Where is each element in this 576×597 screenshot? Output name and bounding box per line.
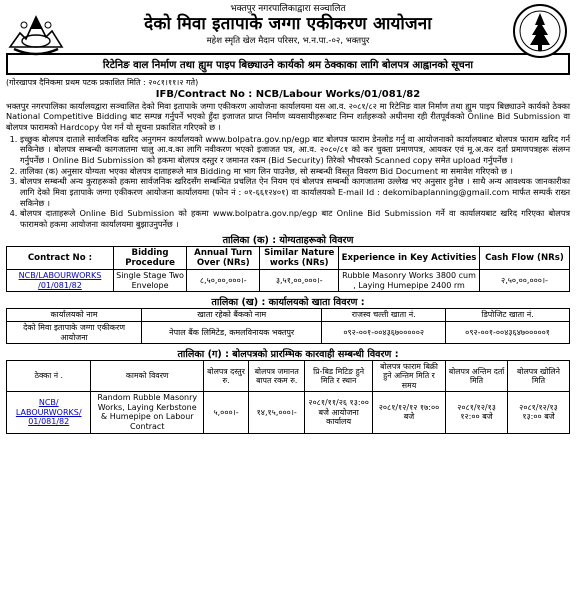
- col-header: प्रि-बिड मिटिङ हुने मिति र स्थान: [305, 361, 373, 392]
- table-header-row: [7, 309, 570, 322]
- organization-name: देको मिवा इतापाके जग्गा एकीकरण आयोजना: [144, 14, 432, 35]
- col-header: ठेक्का नं .: [7, 361, 91, 392]
- bid-schedule-table: [6, 360, 570, 433]
- table-cell: ०९२-००१-००४३६७०००००२: [322, 321, 446, 343]
- table-cell: १४,१५,०००।-: [249, 392, 305, 433]
- col-header: डिपोजिट खाता नं.: [446, 309, 570, 322]
- table-row: [7, 392, 570, 433]
- condition-item: 3. बोलपत्र सम्बन्धी अन्य कुराहरूको हकमा सार्वजनिक खरिदसँग सम्बन्धित प्रचलित ऐन नियम एवं बोलपत्र सम्बन्धी कागजातमा उल्लेख भए अनुसार हुनेछ । साथै अन्य आवश्यक जानकारीका लागि देको मिवा इतापाके जग्गा एकीकरण आयोजना कार्यालयमा (फोन नं : ०१-६६१२४०१) वा कार्यालयको E-mail Id : dekomibaplanning@gmail.com मार्फत सम्पर्क राख्न सकिनेछ ।: [20, 176, 570, 208]
- header-line1: भक्तपुर नगरपालिकाद्वारा सञ्चालित: [230, 4, 346, 14]
- table-cell: २०८१/१२/१३ १३:०० बजे: [508, 392, 570, 433]
- project-seal-icon: [512, 3, 568, 59]
- condition-item: 2. तालिका (क) अनुसार योग्यता भएका बोलपत्र दाताहरूले मात्र Bidding मा भाग लिन पाउनेछ, सो सम्बन्धी विस्तृत विवरण Bid Document मा समावेश गरिएको छ ।: [20, 166, 570, 177]
- col-header: बोलपत्र फाराम बिक्री हुने अन्तिम मिति र समय: [372, 361, 445, 392]
- table-cell: ५,०००।-: [204, 392, 249, 433]
- bank-account-table: [6, 308, 570, 344]
- table-cell: २०८१/११/२६ १३:०० बजे आयोजना कार्यालय: [305, 392, 373, 433]
- table-row: [7, 270, 570, 292]
- table-cell: देको मिवा इतापाके जग्गा एकीकरण आयोजना: [7, 321, 142, 343]
- nepal-emblem-icon: [6, 3, 66, 57]
- col-header: कामको विवरण: [91, 361, 204, 392]
- table-a-title: तालिका (क) : योग्यताहरूको विवरण: [222, 234, 354, 246]
- table-header-row: [7, 246, 570, 270]
- table-cell: Random Rubble Masonry Works, Laying Kerbstone & Humepipe on Labour Contract: [91, 392, 204, 433]
- col-header: Cash Flow (NRs): [479, 246, 569, 270]
- notice-header: [6, 4, 570, 47]
- table-cell: ३,५१,००,०००।-: [260, 270, 339, 292]
- col-header: Experience in Key Activities: [339, 246, 480, 270]
- organization-address: महेश स्मृति खेल मैदान परिसर, भ.न.पा.-०२, भक्तपुर: [206, 35, 370, 46]
- condition-item: 4. बोलपत्र दाताहरूले Online Bid Submission को हकमा www.bolpatra.gov.np/egp बाट Online Bid Submission गर्ने वा कार्यालयबाट खरिद गरिएका बोलपत्र फारामको हकमा आयोजना कार्यालयमा बुझाउनुपर्नेछ ।: [20, 208, 570, 229]
- table-cell: Single Stage Two Envelope: [113, 270, 186, 292]
- qualification-table: [6, 246, 570, 293]
- col-header: खाता रहेको बैंकको नाम: [142, 309, 322, 322]
- col-header: कार्यालयको नाम: [7, 309, 142, 322]
- table-cell: २०८१/१२/१२ १७:०० बजे: [372, 392, 445, 433]
- table-cell: नेपाल बैंक लिमिटेड, कमलविनायक भक्तपुर: [142, 321, 322, 343]
- ifb-contract-number: IFB/Contract No : NCB/Labour Works/01/081/82: [155, 88, 421, 100]
- col-header: बोलपत्र जमानत बापत रकम रु.: [249, 361, 305, 392]
- col-header: राजस्व चल्ती खाता नं.: [322, 309, 446, 322]
- contract-number-link[interactable]: NCB/LABOURWORKS /01/081/82: [7, 270, 114, 292]
- table-cell: २,५०,००,०००।-: [479, 270, 569, 292]
- table-c-title: तालिका (ग) : बोलपत्रको प्रारम्भिक कारवाही सम्बन्धी विवरण :: [177, 349, 399, 361]
- table-cell: Rubble Masonry Works 3800 cum , Laying Humepipe 2400 rm: [339, 270, 480, 292]
- table-cell: ८,५०,००,०००।-: [187, 270, 260, 292]
- table-cell: ०९२-००१-००४३६४७०००००१: [446, 321, 570, 343]
- conditions-list: [6, 134, 570, 230]
- table-row: [7, 321, 570, 343]
- col-header: Annual Turn Over (NRs): [187, 246, 260, 270]
- col-header: Contract No :: [7, 246, 114, 270]
- col-header: बोलपत्र दस्तुर रु.: [204, 361, 249, 392]
- notice-title-banner: रिटेनिङ वाल निर्माण तथा ह्युम पाइप बिछ्याउने कार्यको श्रम ठेक्काका लागि बोलपत्र आह्वानको सूचना: [6, 53, 570, 75]
- table-b-title: तालिका (ख) : कार्यालयको खाता विवरण :: [211, 297, 365, 309]
- intro-paragraph: भक्तपुर नगरपालिका कार्यालयद्वारा सञ्चालित देको मिवा इतापाके जग्गा एकीकरण आयोजना कार्यालयमा यस आ.व. २०८१/८२ मा रिटेनिङ वाल निर्माण तथा ह्युम पाइप बिछ्याउने कार्यको ठेक्का National Competitive Bidding बाट सम्पन्न गर्नुपर्ने भएको हुँदा इजाजत प्राप्त निर्माण व्यवसायीहरूबाट निम्न शर्तहरूको अधीनमा रही रीतपूर्वकको Online Bid Submission वा बोलपत्र फारामको Hardcopy पेश गर्न यो सूचना प्रकाशित गरिएको छ ।: [6, 100, 570, 132]
- table-cell: २०८१/१२/१३ १२:०० बजे: [446, 392, 508, 433]
- col-header: Similar Nature works (NRs): [260, 246, 339, 270]
- condition-item: 1. इच्छुक बोलपत्र दाताले सार्वजनिक खरिद अनुगमन कार्यालयको www.bolpatra.gov.np/egp बाट बोलपत्र फाराम डेनलोड गर्नु वा आयोजनाको कार्यालयबाट बोलपत्र फाराम खरिद गर्न सकिनेछ । बोलपत्र सम्बन्धी कागजातमा चालु आ.व.का लागि नवीकरण भएको इजाजत पत्र, आ.व. २०८०/८१ को कर चुक्ता प्रमाणपत्र, आयकर एवं मू.अ.कर दर्ता प्रमाणपत्रहरू संलग्न गर्नुपर्नेछ । Online Bid Submission को हकमा बोलपत्र दस्तुर र जमानत रकम (Bid Security) तिरेको भौचरको Scanned copy समेत upload गर्नुपर्नेछ ।: [20, 134, 570, 166]
- contract-number-link[interactable]: NCB/ LABOURWORKS/ 01/081/82: [7, 392, 91, 433]
- table-header-row: [7, 361, 570, 392]
- col-header: बोलपत्र अन्तिम दर्ता मिति: [446, 361, 508, 392]
- col-header: Bidding Procedure: [113, 246, 186, 270]
- publication-note: (गोरखापत्र दैनिकमा प्रथम पटक प्रकाशित मिति : २०८१।११।२ गते): [6, 77, 199, 87]
- col-header: बोलपत्र खोलिने मिति: [508, 361, 570, 392]
